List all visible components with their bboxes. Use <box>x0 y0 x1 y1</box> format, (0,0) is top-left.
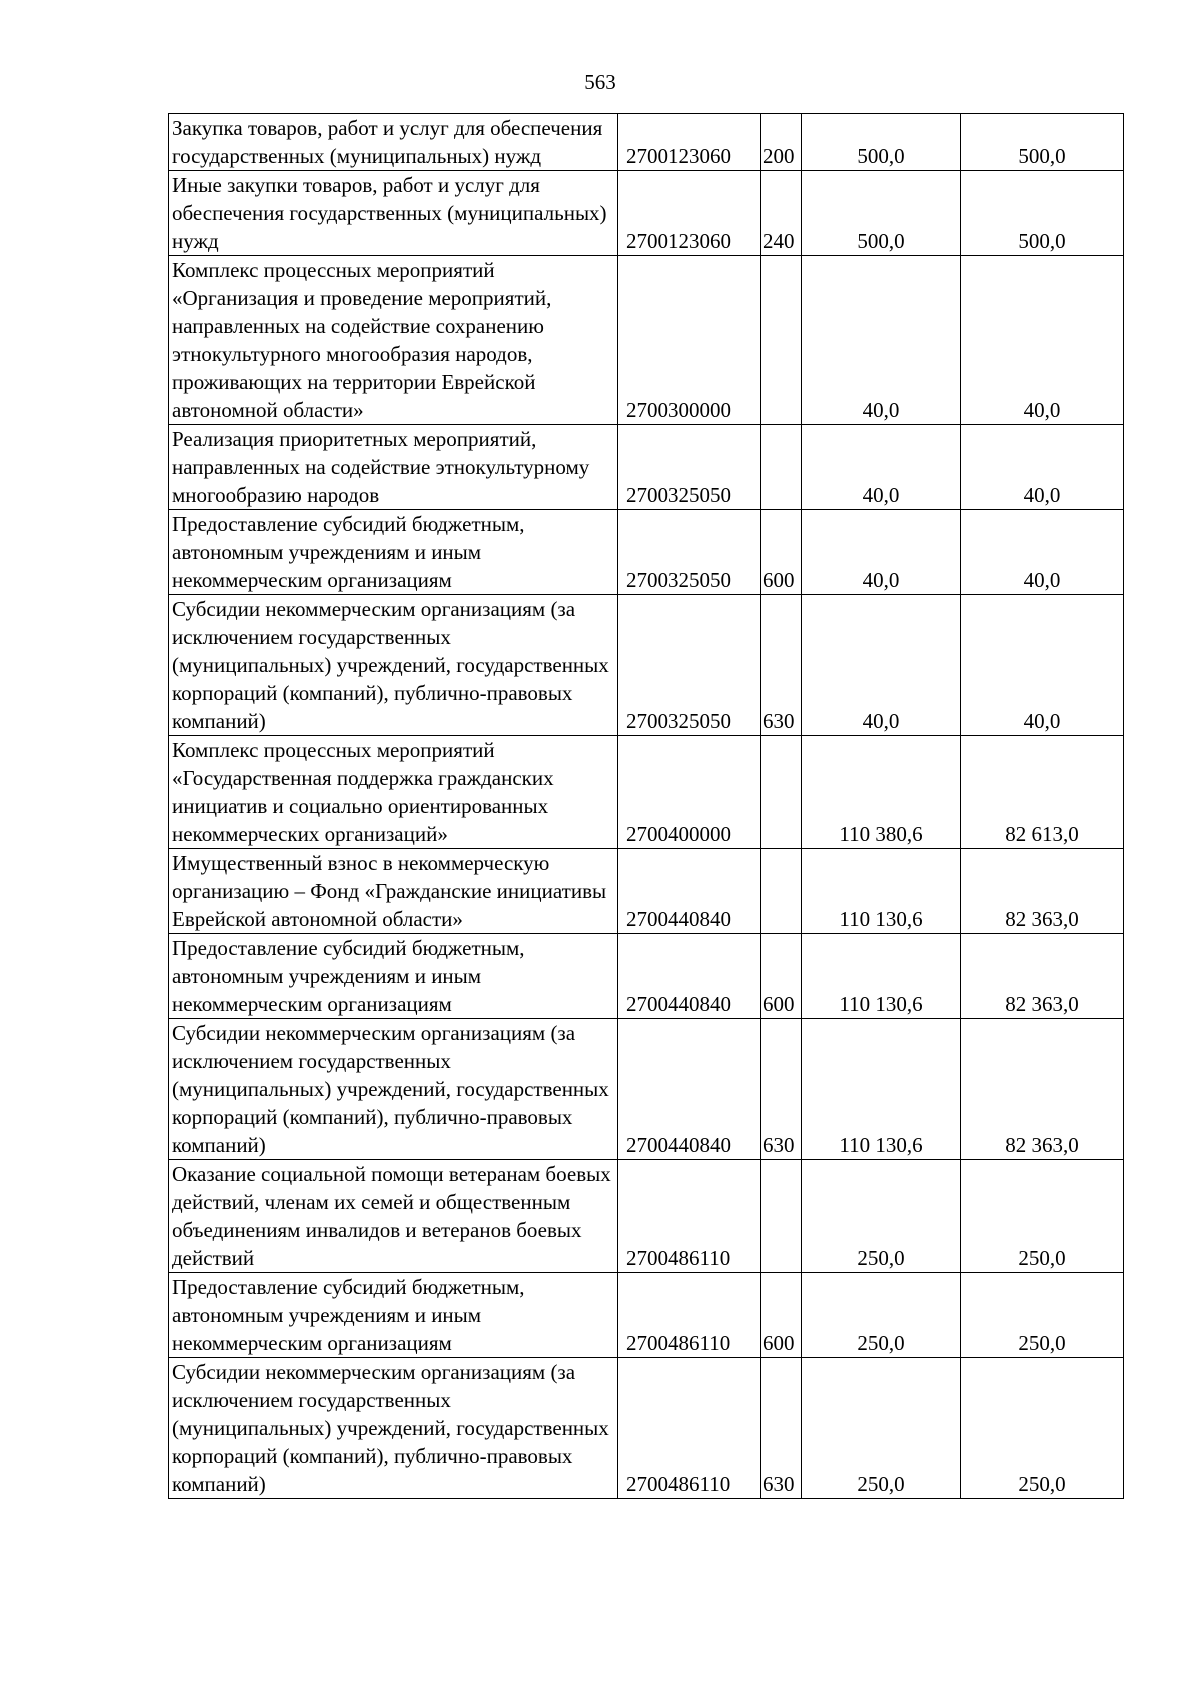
item-name: Комплекс процессных мероприятий «Организация и проведение мероприятий, направленных на содействие сохранению этнокультурного многообразия народов, проживающих на территории Еврейской автономной области» <box>169 256 618 425</box>
amount-year-2: 250,0 <box>961 1358 1124 1499</box>
amount-year-2: 250,0 <box>961 1160 1124 1273</box>
expense-type: 200 <box>761 114 802 171</box>
target-code: 2700325050 <box>618 425 761 510</box>
item-name: Оказание социальной помощи ветеранам боевых действий, членам их семей и общественным объединениям инвалидов и ветеранов боевых действий <box>169 1160 618 1273</box>
budget-table <box>168 113 1124 1499</box>
table-row <box>169 114 1124 171</box>
expense-type <box>761 736 802 849</box>
target-code: 2700440840 <box>618 934 761 1019</box>
item-name: Иные закупки товаров, работ и услуг для обеспечения государственных (муниципальных) нужд <box>169 171 618 256</box>
target-code: 2700486110 <box>618 1160 761 1273</box>
item-name: Реализация приоритетных мероприятий, направленных на содействие этнокультурному многообразию народов <box>169 425 618 510</box>
expense-type: 630 <box>761 1019 802 1160</box>
table-row <box>169 736 1124 849</box>
expense-type: 630 <box>761 1358 802 1499</box>
amount-year-2: 82 363,0 <box>961 1019 1124 1160</box>
amount-year-1: 40,0 <box>802 425 961 510</box>
table-row <box>169 1358 1124 1499</box>
table-row <box>169 171 1124 256</box>
item-name: Имущественный взнос в некоммерческую организацию – Фонд «Гражданские инициативы Еврейской автономной области» <box>169 849 618 934</box>
amount-year-1: 110 130,6 <box>802 934 961 1019</box>
amount-year-1: 40,0 <box>802 595 961 736</box>
table-row <box>169 510 1124 595</box>
target-code: 2700440840 <box>618 1019 761 1160</box>
expense-type: 600 <box>761 510 802 595</box>
expense-type <box>761 849 802 934</box>
amount-year-1: 40,0 <box>802 256 961 425</box>
amount-year-2: 82 363,0 <box>961 849 1124 934</box>
amount-year-2: 40,0 <box>961 510 1124 595</box>
expense-type <box>761 1160 802 1273</box>
table-row <box>169 934 1124 1019</box>
table-row <box>169 1019 1124 1160</box>
item-name: Предоставление субсидий бюджетным, автономным учреждениям и иным некоммерческим организациям <box>169 934 618 1019</box>
table-row <box>169 425 1124 510</box>
table-row <box>169 849 1124 934</box>
expense-type: 240 <box>761 171 802 256</box>
amount-year-1: 250,0 <box>802 1358 961 1499</box>
table-row <box>169 1273 1124 1358</box>
expense-type: 600 <box>761 1273 802 1358</box>
item-name: Закупка товаров, работ и услуг для обеспечения государственных (муниципальных) нужд <box>169 114 618 171</box>
target-code: 2700325050 <box>618 510 761 595</box>
table-row <box>169 256 1124 425</box>
table-row <box>169 595 1124 736</box>
amount-year-2: 40,0 <box>961 256 1124 425</box>
amount-year-1: 110 130,6 <box>802 1019 961 1160</box>
target-code: 2700400000 <box>618 736 761 849</box>
amount-year-1: 40,0 <box>802 510 961 595</box>
amount-year-1: 110 130,6 <box>802 849 961 934</box>
item-name: Субсидии некоммерческим организациям (за исключением государственных (муниципальных) учреждений, государственных корпораций (компаний), публично-правовых компаний) <box>169 1358 618 1499</box>
amount-year-2: 82 613,0 <box>961 736 1124 849</box>
page-number: 563 <box>584 70 616 94</box>
expense-type <box>761 256 802 425</box>
amount-year-2: 500,0 <box>961 171 1124 256</box>
expense-type: 630 <box>761 595 802 736</box>
target-code: 2700123060 <box>618 171 761 256</box>
item-name: Предоставление субсидий бюджетным, автономным учреждениям и иным некоммерческим организациям <box>169 510 618 595</box>
target-code: 2700486110 <box>618 1273 761 1358</box>
amount-year-1: 500,0 <box>802 114 961 171</box>
item-name: Субсидии некоммерческим организациям (за исключением государственных (муниципальных) учреждений, государственных корпораций (компаний), публично-правовых компаний) <box>169 595 618 736</box>
amount-year-2: 40,0 <box>961 425 1124 510</box>
target-code: 2700123060 <box>618 114 761 171</box>
table-row <box>169 1160 1124 1273</box>
target-code: 2700300000 <box>618 256 761 425</box>
target-code: 2700486110 <box>618 1358 761 1499</box>
amount-year-1: 500,0 <box>802 171 961 256</box>
amount-year-1: 250,0 <box>802 1273 961 1358</box>
amount-year-1: 250,0 <box>802 1160 961 1273</box>
item-name: Субсидии некоммерческим организациям (за исключением государственных (муниципальных) учреждений, государственных корпораций (компаний), публично-правовых компаний) <box>169 1019 618 1160</box>
expense-type: 600 <box>761 934 802 1019</box>
amount-year-2: 40,0 <box>961 595 1124 736</box>
amount-year-1: 110 380,6 <box>802 736 961 849</box>
item-name: Комплекс процессных мероприятий «Государственная поддержка гражданских инициатив и социально ориентированных некоммерческих организаций» <box>169 736 618 849</box>
target-code: 2700325050 <box>618 595 761 736</box>
target-code: 2700440840 <box>618 849 761 934</box>
amount-year-2: 500,0 <box>961 114 1124 171</box>
expense-type <box>761 425 802 510</box>
amount-year-2: 250,0 <box>961 1273 1124 1358</box>
item-name: Предоставление субсидий бюджетным, автономным учреждениям и иным некоммерческим организациям <box>169 1273 618 1358</box>
amount-year-2: 82 363,0 <box>961 934 1124 1019</box>
